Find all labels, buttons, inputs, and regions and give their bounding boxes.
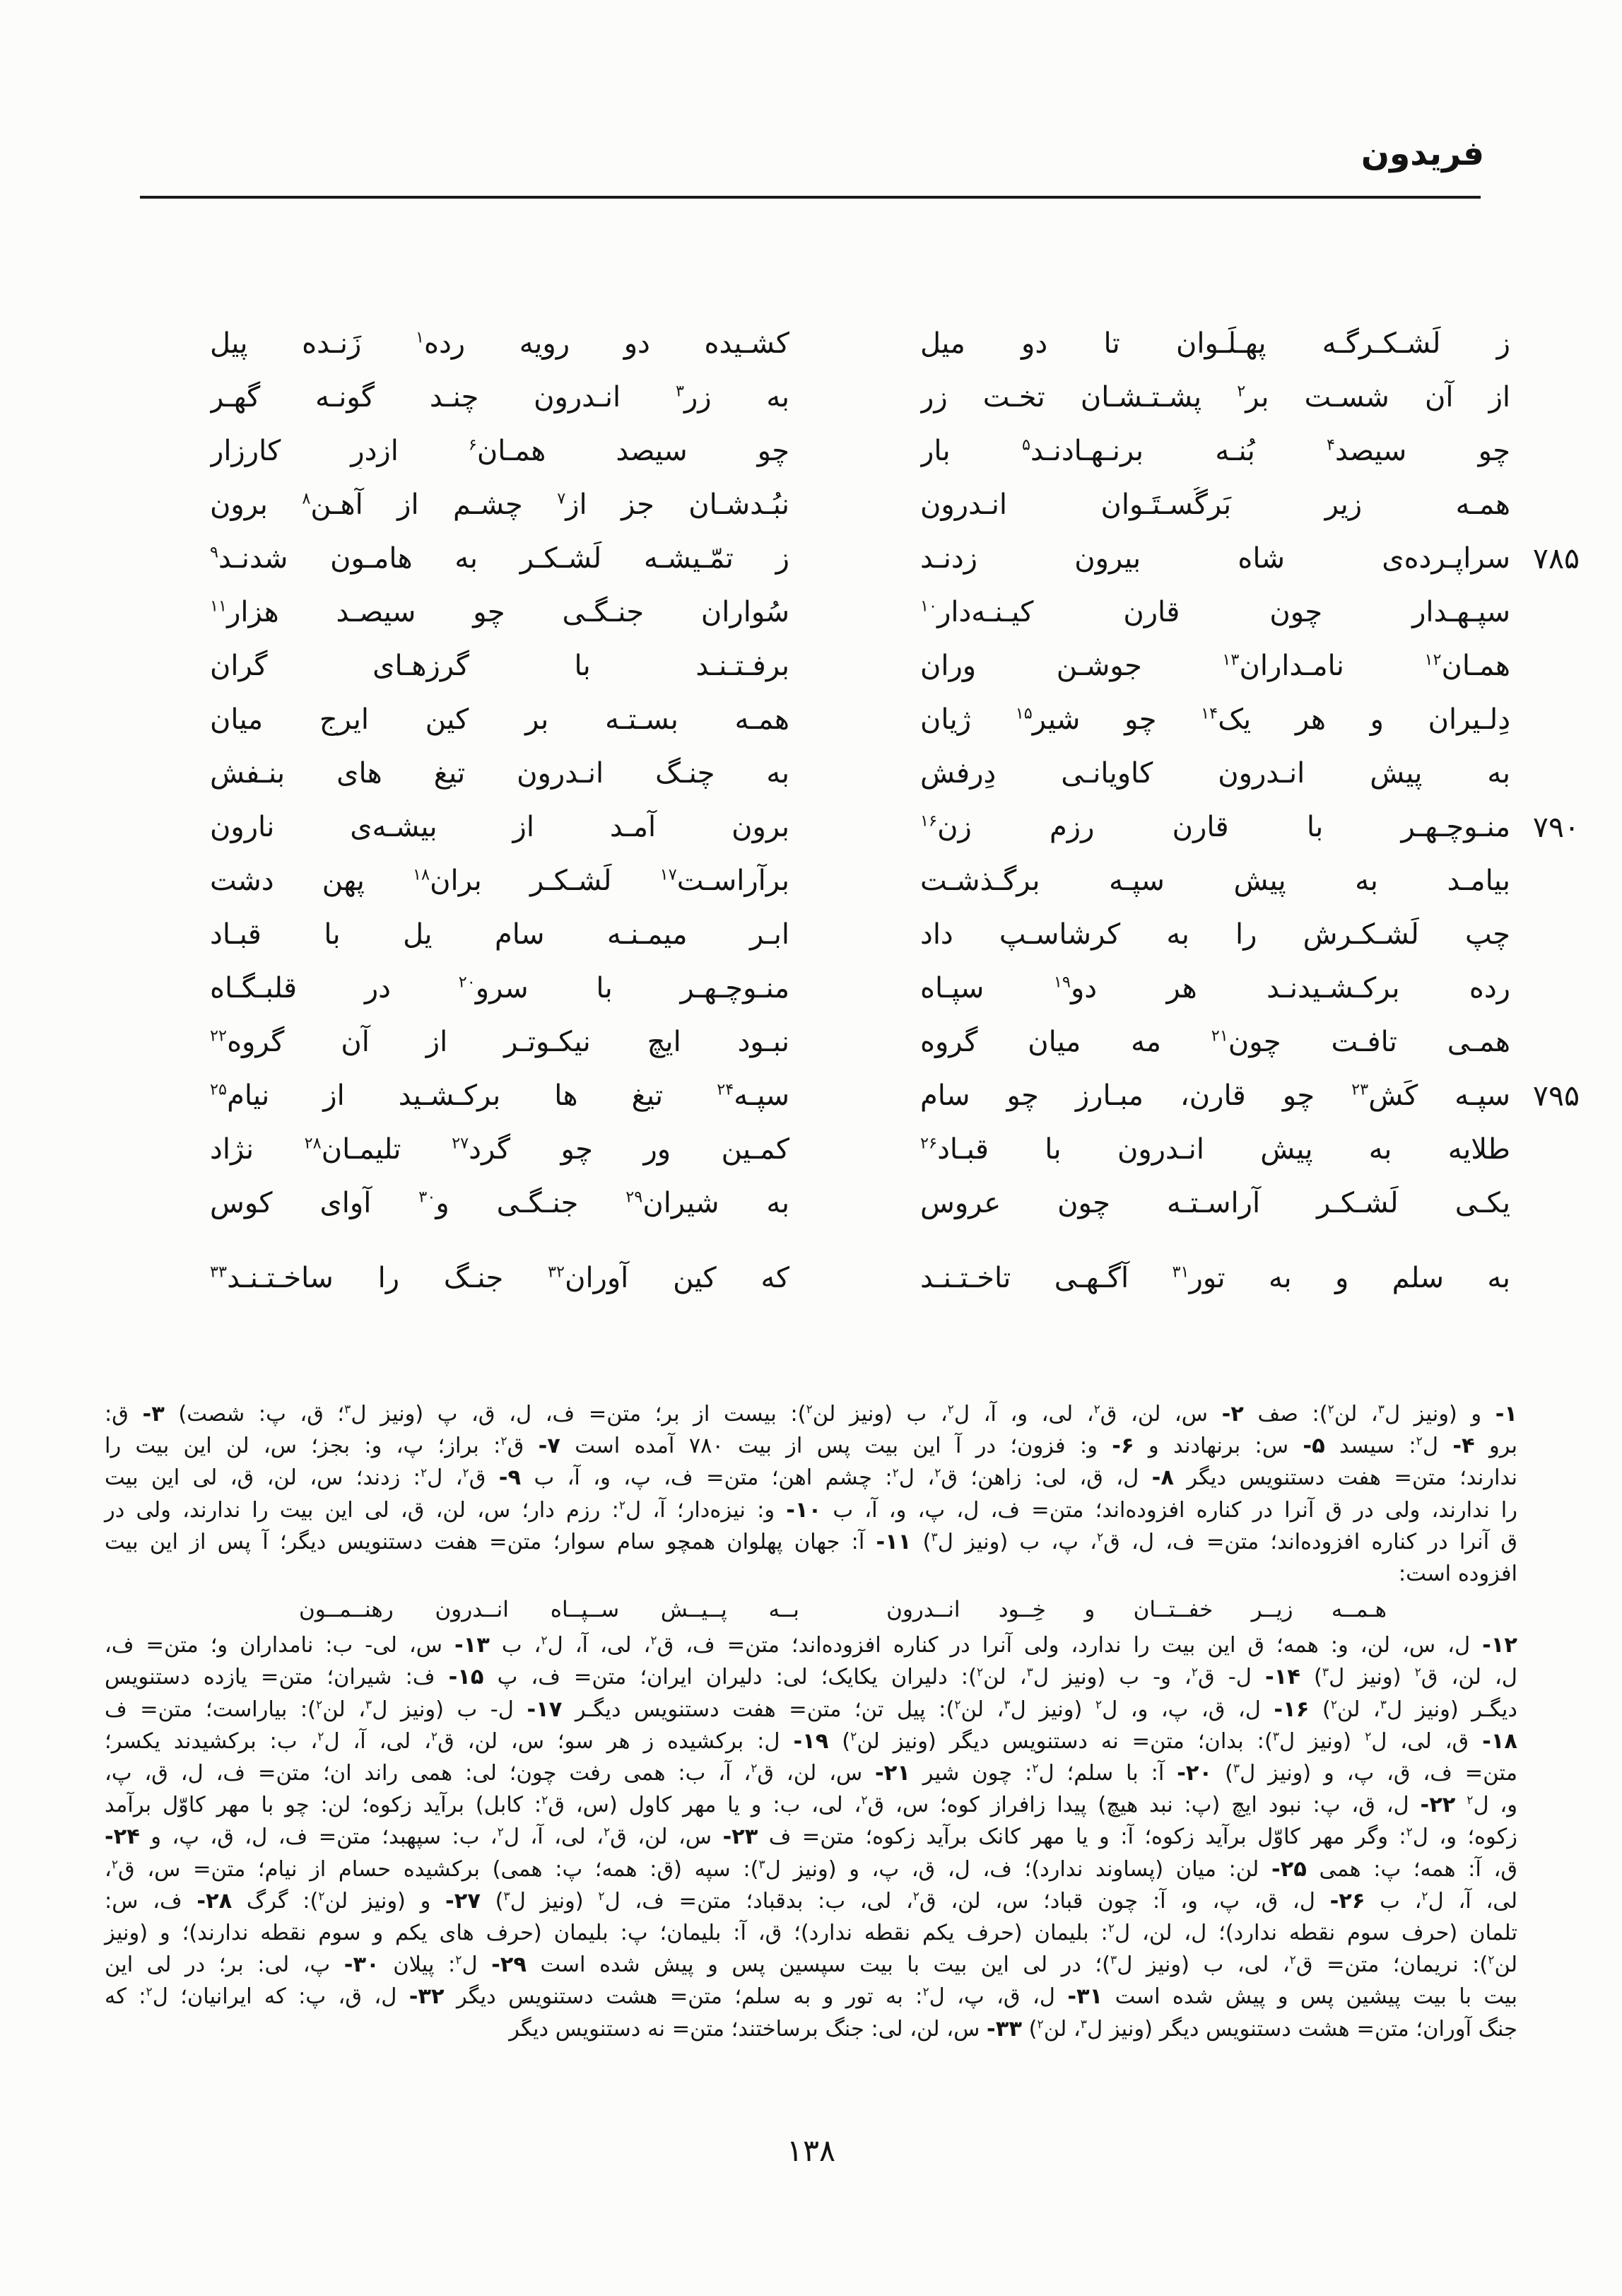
verse-row	[208, 585, 1581, 639]
page-header-title: فریدون	[1361, 134, 1484, 173]
footnote-line: و، ل$^۲$ ۲۲- ل، ق، پ: نبود ایچ (پ: نبد هیچ) پیدا زافراز کوه؛ س، ق$^۲$، لی، ب: و یا مهر کاول (س، ق$^۲$: کابل) برآید زکوه؛ لن: چو با مهر کاوّل برآمد	[105, 1793, 1517, 1818]
footnote-line: ق آنرا در کناره افزوده‌اند؛ متن= ف، ل، ق$^۲$، پ، ب (ونیز ل$^۳$) ۱۱- آ: جهان پهلوان همچو سام سوار؛ متن= هفت دستنویس دیگر؛ آ پس از این بیت	[105, 1529, 1517, 1554]
page-number: ۱۳۸	[786, 2133, 836, 2169]
footnote-line: برو ۴- ل$^۲$: سیسد ۵- س: برنهادند و ۶- و: فزون؛ در آ این بیت پس از بیت ۷۸۰ آمده است ۷- ق$^۲$: براز؛ پ، و: بجز؛ س، لن این بیت را	[105, 1434, 1517, 1459]
verse-row	[208, 424, 1581, 478]
footnote-line: تلمان (حرف سوم نقطه ندارد)؛ ل، لن، ل$^۲$: بلیمان (حرف یکم نقطه ندارد)؛ ق، آ: بلیمان؛ پ: بلیمان (حرف های یکم و سوم نقطه ندارند)؛ و (ونیز	[105, 1921, 1517, 1946]
hemistich-left: همـه بسـتـه بر کین ایرج میان	[210, 703, 789, 736]
footnote-line: زکوه؛ و، ل$^۲$: وگر مهر کاوّل برآید زکوه؛ آ: و یا مهر کانک برآید زکوه؛ متن= ف ۲۳- س، لن، ق$^۲$، لی، آ، ل$^۲$، ب: سپهبد؛ متن= ف، ل، ق، پ، و ۲۴-	[105, 1824, 1518, 1850]
hemistich-left: نبـود ایچ نیکـوتـر از آن گروه$^{۲۲}$	[210, 1026, 789, 1058]
footnote-verse-left: بــه پــیــش ســپــاه انــدرون رهنــمــون	[299, 1597, 799, 1623]
column-gap	[789, 666, 920, 667]
footnote-line: ۱۲- ل، س، لن، و: همه؛ ق این بیت را ندارد، ولی آنرا در کناره افزوده‌اند؛ متن= ف، ق$^۲$، لی، آ، ل$^۲$، ب ۱۳- س، لی- ب: نامداران و؛ متن= ف،	[105, 1633, 1517, 1658]
hemistich-left: برآراسـت$^{۱۷}$ لَشـکـر بران$^{۱۸}$ پهن دشت	[210, 865, 789, 897]
column-gap	[789, 397, 920, 398]
footnote-line: ۱- و (ونیز ل$^۳$، لن$^۲$): صف ۲- س، لن، ق$^۲$، لی، و، آ، ل$^۲$، ب (ونیز لن$^۲$): بیست از بر؛ متن= ف، ل، ق، پ (ونیز ل$^۳$؛ ق، پ: شصت) ۳- ق:	[105, 1402, 1517, 1427]
verse-row	[208, 478, 1581, 532]
footnote-line: افزوده است:	[1398, 1562, 1517, 1587]
hemistich-left: ز تمّـیشـه لَشـکـر به هامـون شدنـد$^۹$	[210, 542, 789, 575]
column-gap	[789, 451, 920, 452]
hemistich-left: به چنـگ انـدرون تیغ های بنـفش	[210, 757, 789, 790]
footnote-line: لن$^۲$): نریمان؛ متن= ق$^۲$، لی، ب (ونیز ل$^۳$)؛ در لی این بیت با بیت سپسین پس و پیش شده است ۲۹- ل$^۲$: پیلان ۳۰- پ، لی: بر؛ در لی این	[105, 1952, 1517, 1978]
hemistich-right: بیامـد به پیش سپـه برگـذشـت	[920, 865, 1510, 897]
verse-row	[208, 1251, 1581, 1305]
column-gap	[789, 1203, 920, 1204]
hemistich-left: برفـتـنـد با گرزهـای گران	[210, 650, 789, 682]
hemistich-left: ابـر میمـنـه سام یل با قبـاد	[210, 918, 789, 951]
hemistich-left: که کین آوران$^{۳۲}$ جنـگ را ساخـتـنـد$^{۳۳}$	[210, 1262, 789, 1294]
verse-row	[208, 317, 1581, 370]
hemistich-right: سپـه کَش$^{۲۳}$ چو قارن، مبـارز چو سام	[920, 1079, 1510, 1112]
footnote-verse-line	[105, 1590, 1517, 1629]
verse-row	[208, 800, 1581, 854]
hemistich-right: دِلـیران و هر یک$^{۱۴}$ چو شیر$^{۱۵}$ ژیان	[920, 703, 1510, 736]
hemistich-left: کشـیده دو رویه رده$^۱$ زَنـده پیل	[210, 327, 789, 360]
hemistich-right: ز لَشـکـرگـه پهـلَـوان تا دو میل	[920, 327, 1510, 360]
verse-number: ۷۹۵	[1532, 1079, 1580, 1113]
hemistich-right: چپ لَشـکـرش را به کرشاسـپ داد	[920, 918, 1510, 951]
footnote-line: متن= ف، ق، پ، و (ونیز ل$^۳$) ۲۰- آ: با سلم؛ ل$^۲$: چون شیر ۲۱- س، لن، ق$^۲$، آ، ب: همی رفت چون؛ لی: همی راند ان؛ متن= ف، ل، ق، پ،	[105, 1761, 1517, 1786]
hemistich-left: چو سیصد همـان$^۶$ ازدرِ کارزار	[210, 435, 789, 467]
hemistich-left: کمـین ور چو گرد$^{۲۷}$ تلیمـان$^{۲۸}$ نژاد	[210, 1133, 789, 1166]
column-gap	[789, 1278, 920, 1279]
verse-row	[208, 961, 1581, 1015]
hemistich-right: همـان$^{۱۲}$ نامـداران$^{۱۳}$ جوشـن وران	[920, 650, 1510, 682]
footnote-line: دیگـر (ونیز ل$^۳$، لن$^۲$) ۱۶- ل، ق، پ، و، ل$^۲$ (ونیز ل$^۳$، لن$^۲$): پیل تن؛ متن= هفت دستنویس دیگـر ۱۷- ل- ب (ونیز ل$^۳$، لن$^۲$): بیاراست؛ متن= ف	[105, 1697, 1517, 1722]
hemistich-left: برون آمـد از بیشـه‌ی نارون	[210, 811, 789, 843]
footnote-line: ۱۸- ق، لی، ل$^۲$ (ونیز ل$^۳$): بدان؛ متن= نه دستنویس دیگر (ونیز لن$^۲$) ۱۹- ل: برکشیده ز هر سو؛ س، لن، ق$^۲$، لی، آ، ل$^۲$، ب: برکشیدند یکسر؛	[105, 1728, 1517, 1754]
hemistich-right: به سلم و به تور$^{۳۱}$ آگـهـی تاخـتـنـد	[920, 1262, 1510, 1294]
hemistich-left: نبُـدشـان جز از$^۷$ چشـم از آهـن$^۸$ برون	[210, 488, 789, 521]
verse-row	[208, 1176, 1581, 1230]
verse-row	[208, 1015, 1581, 1069]
hemistich-right: سپـهـدار چون قارن کیـنـه‌دار$^{۱۰}$	[920, 596, 1510, 628]
hemistich-right: از آن شسـت بر$^۲$ پشـتـشـان تخـت زر	[920, 381, 1510, 414]
footnote-line: ق، آ: همه؛ پ: همی ۲۵- لن: میان (پساوند ندارد)؛ ف، ل، ق، پ، و (ونیز ل$^۳$): سپه (ق: همه؛ پ: همی) برکشیده حسام از نیام؛ متن= س، ق$^۲$،	[105, 1856, 1518, 1882]
column-gap	[789, 827, 920, 828]
footnote-line: جنگ آوران؛ متن= هشت دستنویس دیگر (ونیز ل$^۳$، لن$^۲$) ۳۳- س، لن، لی: جنگ برساختند؛ متن= نه دستنویس دیگر	[509, 2016, 1517, 2042]
footnotes-section	[105, 1398, 1517, 2045]
header-rule	[140, 196, 1481, 199]
verse-number: ۷۹۰	[1532, 810, 1580, 844]
hemistich-right: یکـی لَشـکـر آراسـتـه چون عروس	[920, 1187, 1510, 1219]
verse-row	[208, 746, 1581, 800]
footnote-line: را ندارند، ولی در ق آنرا در کناره افزوده‌اند؛ متن= ف، ل، پ، و، آ، ب ۱۰- و: نیزه‌دار؛ آ، ل$^۲$: رزم دار؛ س، لن، ق، لی این بیت را ندارند، ولی در	[105, 1497, 1517, 1523]
hemistich-right: به پیش انـدرون کاویانـی دِرفش	[920, 757, 1510, 790]
column-gap	[789, 558, 920, 559]
footnote-line: لی، آ، ل$^۲$، ب ۲۶- ل، ق، پ، و، آ: چون قباد؛ س، لن، ق$^۲$، لی، ب: بدقباد؛ متن= ف، ل$^۲$ (ونیز ل$^۳$) ۲۷- و (ونیز لن$^۲$): گرگ ۲۸- ف، س:	[105, 1888, 1517, 1914]
footnote-line: ل، لن، ق$^۲$ (ونیز ل$^۳$) ۱۴- ل- ق$^۲$، و- ب (ونیز ل$^۳$، لن$^۲$): دلیران یکایک؛ لی: دلیران ایران؛ متن= ف، پ ۱۵- ف: شیران؛ متن= یازده دستنویس	[105, 1665, 1517, 1690]
hemistich-right: همـه زیر بَرگُسـتَـوان انـدرون	[920, 488, 1510, 521]
column-gap	[789, 612, 920, 613]
verse-row	[208, 639, 1581, 693]
hemistich-right: منـوچـهـر با قارن رزم زن$^{۱۶}$	[920, 811, 1510, 843]
column-gap	[789, 1149, 920, 1150]
hemistich-right: همـی تافـت چون$^{۲۱}$ مه میان گروه	[920, 1026, 1510, 1058]
column-gap	[789, 773, 920, 774]
verse-number: ۷۸۵	[1532, 541, 1580, 575]
column-gap	[789, 1042, 920, 1043]
verse-row	[208, 1069, 1581, 1123]
verse-row	[208, 854, 1581, 908]
verse-row	[208, 370, 1581, 424]
hemistich-left: سُواران جنـگـی چو سیصـد هزار$^{۱۱}$	[210, 596, 789, 628]
hemistich-right: رده برکـشـیدنـد هر دو$^{۱۹}$ سپـاه	[920, 972, 1510, 1004]
column-gap	[789, 881, 920, 882]
hemistich-left: به زر$^۳$ انـدرون چنـد گونـه گهـر	[210, 381, 789, 414]
hemistich-left: منـوچـهـر با سرو$^{۲۰}$ در قلبـگـاه	[210, 972, 789, 1004]
hemistich-right: چو سیصد$^۴$ بُنـه برنـهـادنـد$^۵$ بار	[920, 435, 1510, 467]
hemistich-right: طلایه به پیش انـدرون با قبـاد$^{۲۶}$	[920, 1133, 1510, 1166]
footnote-verse-right: هـمــه زیــر خفــتــان و خِــود انــدرون	[886, 1597, 1387, 1623]
poem-section	[208, 317, 1581, 1305]
verse-row	[208, 1123, 1581, 1176]
verse-row	[208, 532, 1581, 585]
verse-row	[208, 693, 1581, 746]
footnote-line: ندارند؛ متن= هفت دستنویس دیگر ۸- ل، ق، لی: زاهن؛ ق$^۲$، ل$^۲$: چشم اهن؛ متن= ف، پ، و، آ، ب ۹- ق$^۲$، ل$^۲$: زدند؛ س، لن، ق، لی این بیت	[105, 1465, 1517, 1491]
footnote-line: بیت با بیت پیشین پس و پیش شده است ۳۱- ل، ق، پ، ل$^۲$: به تور و به سلم؛ متن= هشت دستنویس دیگر ۳۲- ل، ق، پ: که ایرانیان؛ ل$^۲$: که	[105, 1984, 1518, 2010]
verse-row	[208, 908, 1581, 961]
hemistich-right: سراپـرده‌ی شاه بیرون زدنـد	[920, 542, 1510, 575]
hemistich-left: سپـه$^{۲۴}$ تیغ ها برکـشـید از نیام$^{۲۵}$	[210, 1079, 789, 1112]
hemistich-left: به شیران$^{۲۹}$ جنـگـی و$^{۳۰}$ آوای کوس	[210, 1187, 789, 1219]
column-gap	[789, 988, 920, 989]
